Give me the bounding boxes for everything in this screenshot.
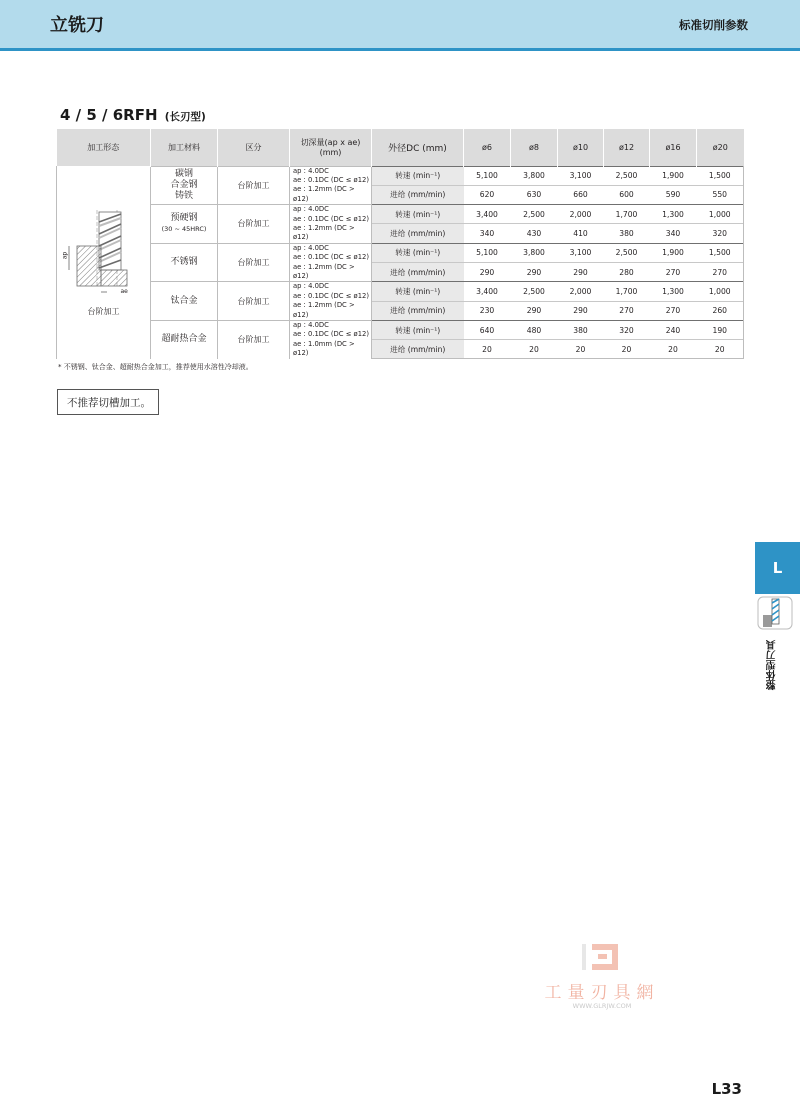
column-header: ø6 — [464, 129, 511, 166]
speed-value: 480 — [511, 321, 558, 340]
section-cell: 台阶加工 — [218, 205, 290, 244]
column-header: ø10 — [558, 129, 604, 166]
feed-value: 20 — [511, 340, 558, 359]
feed-value: 290 — [558, 263, 604, 282]
table-row — [57, 166, 744, 185]
speed-value: 3,400 — [464, 282, 511, 301]
material-hardness-note: (30 ~ 45HRC) — [161, 224, 207, 233]
section-cell: 台阶加工 — [218, 243, 290, 282]
step-machining-diagram — [61, 208, 147, 300]
material-cell — [151, 282, 218, 321]
column-header: 切深量(ap x ae) (mm) — [290, 129, 372, 166]
column-header: ø12 — [604, 129, 650, 166]
notice-box: 不推荐切槽加工。 — [57, 389, 159, 415]
speed-value: 1,900 — [650, 166, 697, 185]
feed-label: 进给 (mm/min) — [372, 263, 464, 282]
feed-value: 590 — [650, 185, 697, 204]
column-header: 外径DC (mm) — [372, 129, 464, 166]
feed-value: 20 — [697, 340, 744, 359]
material-name: 钛合金 — [170, 295, 198, 306]
cutting-depth-cell: ap : 4.0DC ae : 0.1DC (DC ≤ ø12) ae : 1.0mm (DC > ø12) — [290, 321, 372, 359]
cutting-depth-cell: ap : 4.0DC ae : 0.1DC (DC ≤ ø12) ae : 1.2mm (DC > ø12) — [290, 205, 372, 244]
material-name: 预硬钢 — [170, 212, 198, 223]
watermark-url: WWW.GLRJW.COM — [572, 1002, 632, 1010]
feed-value: 290 — [558, 301, 604, 320]
speed-value: 240 — [650, 321, 697, 340]
section-cell: 台阶加工 — [218, 166, 290, 205]
speed-value: 1,000 — [697, 205, 744, 224]
speed-value: 320 — [604, 321, 650, 340]
solid-endmill-icon — [757, 596, 793, 630]
feed-value: 290 — [464, 263, 511, 282]
feed-value: 20 — [650, 340, 697, 359]
section-cell: 台阶加工 — [218, 282, 290, 321]
material-cell — [151, 321, 218, 359]
speed-value: 1,900 — [650, 243, 697, 262]
speed-value: 2,000 — [558, 205, 604, 224]
column-header: 区分 — [218, 129, 290, 166]
feed-value: 20 — [604, 340, 650, 359]
chapter-tab: L — [755, 542, 800, 594]
section-cell: 台阶加工 — [218, 321, 290, 359]
series-name: 4 / 5 / 6RFH — [60, 106, 158, 124]
speed-label: 转速 (min⁻¹) — [372, 321, 464, 340]
speed-label: 转速 (min⁻¹) — [372, 243, 464, 262]
feed-value: 270 — [604, 301, 650, 320]
speed-label: 转速 (min⁻¹) — [372, 205, 464, 224]
table-row — [57, 282, 744, 301]
column-header: 加工形态 — [57, 129, 151, 166]
speed-value: 3,800 — [511, 166, 558, 185]
chapter-label: 整体型刀具 — [767, 640, 778, 690]
feed-value: 290 — [511, 301, 558, 320]
feed-value: 20 — [558, 340, 604, 359]
speed-value: 3,800 — [511, 243, 558, 262]
feed-value: 380 — [604, 224, 650, 243]
feed-label: 进给 (mm/min) — [372, 224, 464, 243]
speed-value: 1,000 — [697, 282, 744, 301]
material-name: 不锈钢 — [170, 257, 198, 268]
speed-value: 2,500 — [604, 166, 650, 185]
cutting-parameters-table — [56, 129, 744, 359]
cutting-depth-cell: ap : 4.0DC ae : 0.1DC (DC ≤ ø12) ae : 1.2mm (DC > ø12) — [290, 166, 372, 205]
speed-value: 1,700 — [604, 282, 650, 301]
material-cell — [151, 166, 218, 205]
table-header-row — [57, 129, 744, 166]
speed-value: 640 — [464, 321, 511, 340]
diagram-label-ae: ae — [120, 287, 128, 295]
feed-value: 270 — [650, 263, 697, 282]
table-row — [57, 205, 744, 224]
section-label: 标准切削参数 — [679, 18, 748, 32]
feed-value: 620 — [464, 185, 511, 204]
series-title — [60, 106, 206, 124]
speed-value: 190 — [697, 321, 744, 340]
material-cell — [151, 243, 218, 282]
feed-value: 20 — [464, 340, 511, 359]
feed-value: 320 — [697, 224, 744, 243]
machining-form-cell — [57, 166, 151, 359]
column-header: ø16 — [650, 129, 697, 166]
cutting-depth-cell: ap : 4.0DC ae : 0.1DC (DC ≤ ø12) ae : 1.2mm (DC > ø12) — [290, 282, 372, 321]
machining-form-label: 台阶加工 — [87, 306, 120, 316]
feed-value: 550 — [697, 185, 744, 204]
header-rule — [0, 48, 800, 51]
watermark-text: 工量刃具網 — [544, 983, 660, 1003]
feed-value: 270 — [697, 263, 744, 282]
speed-value: 3,100 — [558, 243, 604, 262]
feed-value: 660 — [558, 185, 604, 204]
material-name: 超耐热合金 — [161, 334, 207, 345]
speed-label: 转速 (min⁻¹) — [372, 282, 464, 301]
speed-value: 1,500 — [697, 243, 744, 262]
feed-value: 340 — [464, 224, 511, 243]
feed-value: 280 — [604, 263, 650, 282]
feed-value: 290 — [511, 263, 558, 282]
speed-value: 5,100 — [464, 166, 511, 185]
table-row — [57, 243, 744, 262]
column-header: ø8 — [511, 129, 558, 166]
material-name: 碳钢 合金钢 铸铁 — [170, 168, 198, 201]
speed-value: 1,300 — [650, 282, 697, 301]
table-body — [57, 166, 744, 359]
material-cell — [151, 205, 218, 244]
page-title: 立铣刀 — [50, 15, 104, 36]
feed-value: 630 — [511, 185, 558, 204]
speed-value: 2,000 — [558, 282, 604, 301]
cutting-depth-cell: ap : 4.0DC ae : 0.1DC (DC ≤ ø12) ae : 1.2mm (DC > ø12) — [290, 243, 372, 282]
speed-value: 3,100 — [558, 166, 604, 185]
speed-value: 1,700 — [604, 205, 650, 224]
speed-value: 2,500 — [511, 205, 558, 224]
feed-value: 340 — [650, 224, 697, 243]
diagram-label-ap: ap — [60, 251, 68, 260]
feed-value: 260 — [697, 301, 744, 320]
feed-value: 270 — [650, 301, 697, 320]
footnote: * 不锈钢、钛合金、超耐热合金加工，推荐使用水溶性冷却液。 — [58, 363, 253, 371]
speed-value: 1,500 — [697, 166, 744, 185]
page-number: L33 — [711, 1080, 742, 1098]
feed-label: 进给 (mm/min) — [372, 340, 464, 359]
table-row — [57, 321, 744, 340]
speed-value: 5,100 — [464, 243, 511, 262]
feed-label: 进给 (mm/min) — [372, 301, 464, 320]
feed-value: 430 — [511, 224, 558, 243]
feed-value: 410 — [558, 224, 604, 243]
column-header: 加工材料 — [151, 129, 218, 166]
watermark-logo-icon — [532, 940, 672, 976]
speed-value: 1,300 — [650, 205, 697, 224]
column-header: ø20 — [697, 129, 744, 166]
feed-value: 230 — [464, 301, 511, 320]
speed-value: 3,400 — [464, 205, 511, 224]
speed-value: 380 — [558, 321, 604, 340]
watermark — [532, 940, 672, 1020]
series-subtitle: (长刃型) — [164, 111, 206, 123]
speed-value: 2,500 — [511, 282, 558, 301]
feed-label: 进给 (mm/min) — [372, 185, 464, 204]
feed-value: 600 — [604, 185, 650, 204]
speed-value: 2,500 — [604, 243, 650, 262]
speed-label: 转速 (min⁻¹) — [372, 166, 464, 185]
